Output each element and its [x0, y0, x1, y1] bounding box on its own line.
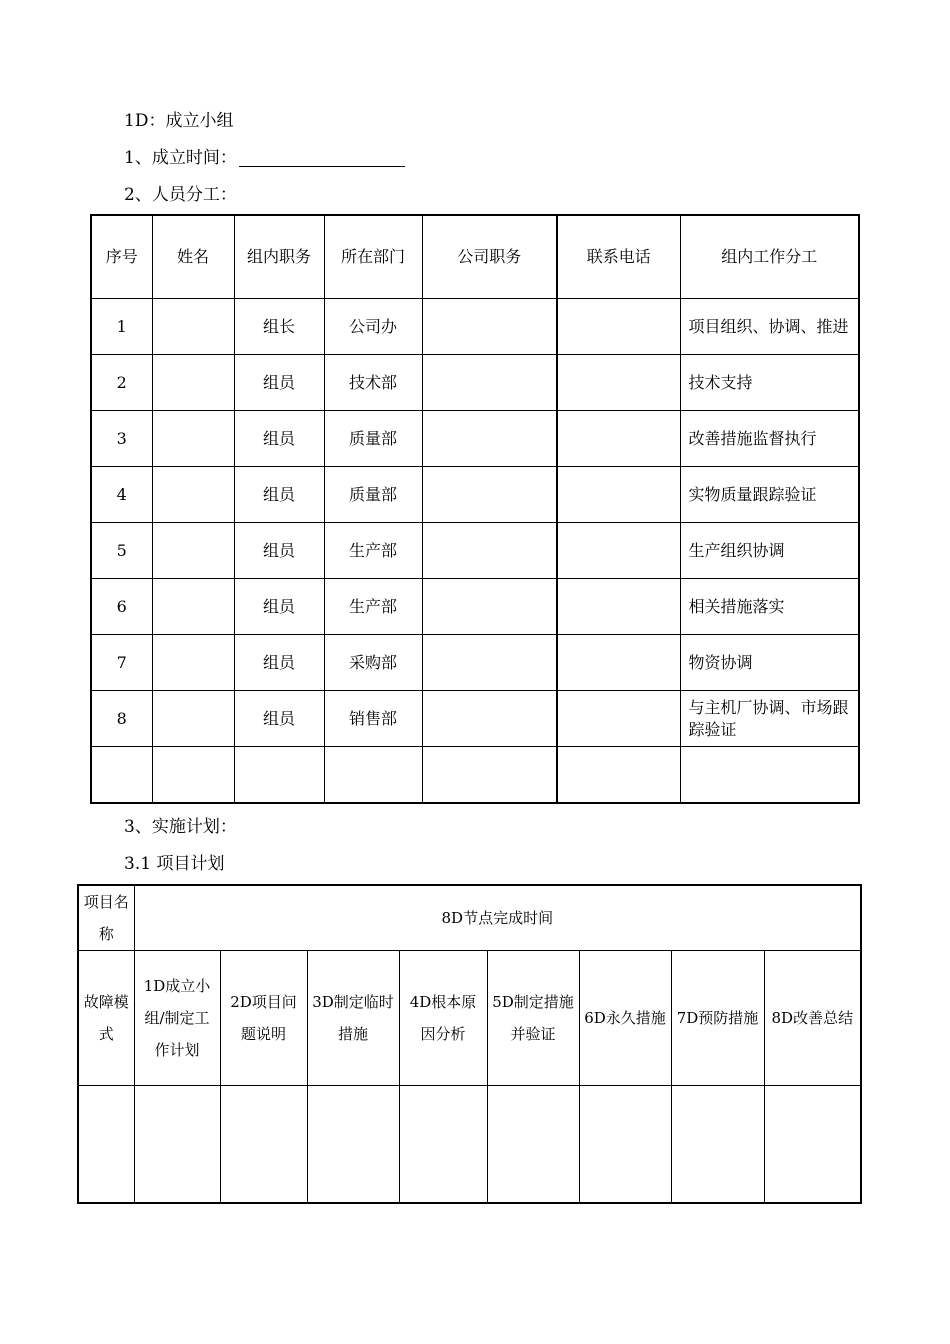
cell-duty: 相关措施落实 [680, 579, 859, 635]
step-5d-date[interactable] [487, 1086, 579, 1204]
founding-time-line [124, 147, 405, 169]
cell-dept: 生产部 [324, 579, 422, 635]
header-role: 组内职务 [234, 215, 324, 299]
table-row [91, 523, 859, 579]
cell-title[interactable] [422, 635, 557, 691]
cell-duty: 改善措施监督执行 [680, 411, 859, 467]
cell-no: 3 [91, 411, 152, 467]
step-4d: 4D根本原因分析 [399, 951, 487, 1086]
cell-phone[interactable] [557, 355, 680, 411]
cell-no: 4 [91, 467, 152, 523]
cell-title[interactable] [422, 467, 557, 523]
step-1d: 1D成立小组/制定工作计划 [134, 951, 220, 1086]
table-row [91, 635, 859, 691]
cell-duty: 项目组织、协调、推进 [680, 299, 859, 355]
table-row [91, 579, 859, 635]
table-row [91, 691, 859, 747]
cell-title[interactable] [422, 299, 557, 355]
cell-role: 组员 [234, 355, 324, 411]
step-4d-date[interactable] [399, 1086, 487, 1204]
milestone-header: 8D节点完成时间 [134, 885, 861, 951]
plan-steps-row [78, 951, 861, 1086]
cell-title[interactable] [422, 747, 557, 804]
table-row [91, 299, 859, 355]
cell-name[interactable] [152, 691, 234, 747]
staff-label: 2、人员分工： [124, 185, 237, 205]
project-plan-table [77, 884, 862, 1204]
founding-time-blank[interactable] [239, 148, 405, 167]
cell-phone[interactable] [557, 635, 680, 691]
step-3d: 3D制定临时措施 [307, 951, 399, 1086]
cell-no: 2 [91, 355, 152, 411]
cell-duty: 实物质量跟踪验证 [680, 467, 859, 523]
header-phone: 联系电话 [557, 215, 680, 299]
cell-dept: 销售部 [324, 691, 422, 747]
cell-role: 组员 [234, 635, 324, 691]
cell-name[interactable] [152, 579, 234, 635]
cell-phone[interactable] [557, 299, 680, 355]
cell-dept: 质量部 [324, 467, 422, 523]
table-row [91, 467, 859, 523]
cell-dept[interactable] [324, 747, 422, 804]
header-no: 序号 [91, 215, 152, 299]
cell-no: 5 [91, 523, 152, 579]
cell-duty: 技术支持 [680, 355, 859, 411]
table-row [91, 411, 859, 467]
plan-label: 3、实施计划： [124, 817, 237, 837]
cell-duty: 物资协调 [680, 635, 859, 691]
cell-no: 7 [91, 635, 152, 691]
cell-no: 8 [91, 691, 152, 747]
cell-title[interactable] [422, 523, 557, 579]
cell-no: 6 [91, 579, 152, 635]
cell-phone[interactable] [557, 523, 680, 579]
cell-dept: 生产部 [324, 523, 422, 579]
cell-dept: 技术部 [324, 355, 422, 411]
step-8d: 8D改善总结 [764, 951, 861, 1086]
cell-role: 组长 [234, 299, 324, 355]
founding-time-label: 1、成立时间： [124, 148, 237, 168]
cell-name[interactable] [152, 355, 234, 411]
step-3d-date[interactable] [307, 1086, 399, 1204]
cell-dept: 质量部 [324, 411, 422, 467]
project-name-label: 项目名称 [78, 885, 134, 951]
cell-name[interactable] [152, 299, 234, 355]
cell-title[interactable] [422, 411, 557, 467]
cell-phone[interactable] [557, 467, 680, 523]
header-name: 姓名 [152, 215, 234, 299]
failure-mode-label: 故障模式 [78, 951, 134, 1086]
staff-table [90, 214, 860, 804]
header-duty: 组内工作分工 [680, 215, 859, 299]
step-7d: 7D预防措施 [671, 951, 764, 1086]
step-2d-date[interactable] [220, 1086, 307, 1204]
cell-phone[interactable] [557, 579, 680, 635]
cell-dept: 公司办 [324, 299, 422, 355]
cell-phone[interactable] [557, 691, 680, 747]
cell-name[interactable] [152, 411, 234, 467]
cell-name[interactable] [152, 523, 234, 579]
cell-phone[interactable] [557, 747, 680, 804]
step-2d: 2D项目问题说明 [220, 951, 307, 1086]
cell-role: 组员 [234, 579, 324, 635]
cell-title[interactable] [422, 355, 557, 411]
header-title: 公司职务 [422, 215, 557, 299]
cell-role: 组员 [234, 411, 324, 467]
step-6d-date[interactable] [579, 1086, 671, 1204]
cell-dept: 采购部 [324, 635, 422, 691]
cell-name[interactable] [152, 635, 234, 691]
project-plan-label: 3.1 项目计划 [124, 854, 225, 874]
cell-title[interactable] [422, 691, 557, 747]
cell-no: 1 [91, 299, 152, 355]
plan-entry-row [78, 1086, 861, 1204]
table-row [91, 747, 859, 804]
cell-phone[interactable] [557, 411, 680, 467]
cell-role[interactable] [234, 747, 324, 804]
table-row [91, 355, 859, 411]
step-7d-date[interactable] [671, 1086, 764, 1204]
cell-name[interactable] [152, 467, 234, 523]
cell-duty[interactable] [680, 747, 859, 804]
step-6d: 6D永久措施 [579, 951, 671, 1086]
cell-title[interactable] [422, 579, 557, 635]
staff-table-header [91, 215, 859, 299]
cell-role: 组员 [234, 691, 324, 747]
cell-duty: 生产组织协调 [680, 523, 859, 579]
cell-duty: 与主机厂协调、市场跟踪验证 [680, 691, 859, 747]
section-heading: 1D：成立小组 [124, 111, 234, 131]
cell-role: 组员 [234, 467, 324, 523]
failure-mode-entry[interactable] [78, 1086, 134, 1204]
cell-role: 组员 [234, 523, 324, 579]
cell-name[interactable] [152, 747, 234, 804]
step-1d-date[interactable] [134, 1086, 220, 1204]
step-8d-date[interactable] [764, 1086, 861, 1204]
step-5d: 5D制定措施并验证 [487, 951, 579, 1086]
cell-no[interactable] [91, 747, 152, 804]
header-dept: 所在部门 [324, 215, 422, 299]
plan-header-row [78, 885, 861, 951]
